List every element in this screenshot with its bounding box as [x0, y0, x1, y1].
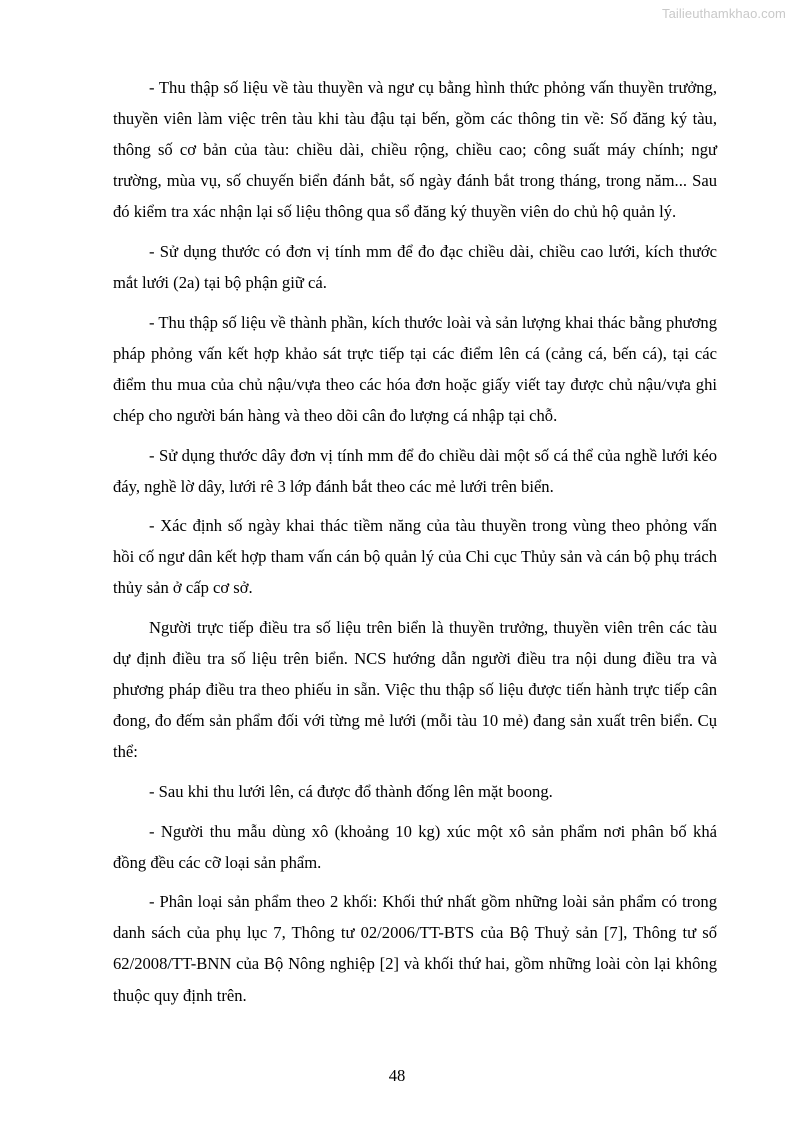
paragraph-step-classify-products: - Phân loại sản phẩm theo 2 khối: Khối thứ nhất gồm những loài sản phẩm có trong danh sách của phụ lục 7, Thông tư 02/2006/TT-BTS của Bộ Thuỷ sản [7], Thông tư số 62/2008/TT-BNN của Bộ Nông nghiệp [2] và khối thứ hai, gồm những loài còn lại không thuộc quy định trên. [113, 892, 717, 1005]
paragraph-catch-composition: - Thu thập số liệu về thành phần, kích thước loài và sản lượng khai thác bằng phương pháp phỏng vấn kết hợp khảo sát trực tiếp tại các điểm lên cá (cảng cá, bến cá), tại các điểm thu mua của chủ nậu/vựa theo các hóa đơn hoặc giấy viết tay được chủ nậu/vựa ghi chép cho người bán hàng và theo dõi cân đo lượng cá nhập tại chỗ. [113, 312, 717, 425]
watermark: Tailieuthamkhao.com [661, 6, 786, 21]
paragraph-net-measurement: - Sử dụng thước có đơn vị tính mm để đo đạc chiều dài, chiều cao lưới, kích thước mắt lưới (2a) tại bộ phận giữ cá. [113, 241, 717, 293]
paragraph-vessel-data-collection: - Thu thập số liệu về tàu thuyền và ngư cụ bằng hình thức phỏng vấn thuyền trưởng, thuyền viên làm việc trên tàu khi tàu đậu tại bến, gồm các thông tin về: Số đăng ký tàu, thông số cơ bản của tàu: chiều dài, chiều rộng, chiều cao; công suất máy chính; ngư trường, mùa vụ, số chuyến biển đánh bắt, số ngày đánh bắt trong tháng, trong năm... Sau đó kiểm tra xác nhận lại số liệu thông qua sổ đăng ký thuyền viên do chủ hộ quản lý. [113, 78, 717, 222]
paragraph-fishing-days: - Xác định số ngày khai thác tiềm năng của tàu thuyền trong vùng theo phỏng vấn hồi cố ngư dân kết hợp tham vấn cán bộ quản lý của Chi cục Thủy sản và cán bộ phụ trách thủy sản ở cấp cơ sở. [113, 516, 717, 598]
page-number: 48 [388, 1066, 406, 1085]
paragraph-step-sample-bucket: - Người thu mẫu dùng xô (khoảng 10 kg) xúc một xô sản phẩm nơi phân bố khá đồng đều các cỡ loại sản phẩm. [113, 821, 717, 872]
paragraph-fish-length-measurement: - Sử dụng thước dây đơn vị tính mm để đo chiều dài một số cá thể của nghề lưới kéo đáy, nghề lờ dây, lưới rê 3 lớp đánh bắt theo các mẻ lưới trên biển. [113, 445, 717, 496]
paragraph-step-haul-net: - Sau khi thu lưới lên, cá được đổ thành đống lên mặt boong. [149, 781, 553, 801]
paragraph-onboard-surveyors: Người trực tiếp điều tra số liệu trên biển là thuyền trưởng, thuyền viên trên các tàu dự định điều tra số liệu trên biển. NCS hướng dẫn người điều tra nội dung điều tra và phương pháp điều tra theo phiếu in sẵn. Việc thu thập số liệu được tiến hành trực tiếp cân đong, đo đếm sản phẩm đối với từng mẻ lưới (mỗi tàu 10 mẻ) đang sản xuất trên biển. Cụ thể: [113, 618, 717, 762]
page-body [113, 72, 717, 1019]
